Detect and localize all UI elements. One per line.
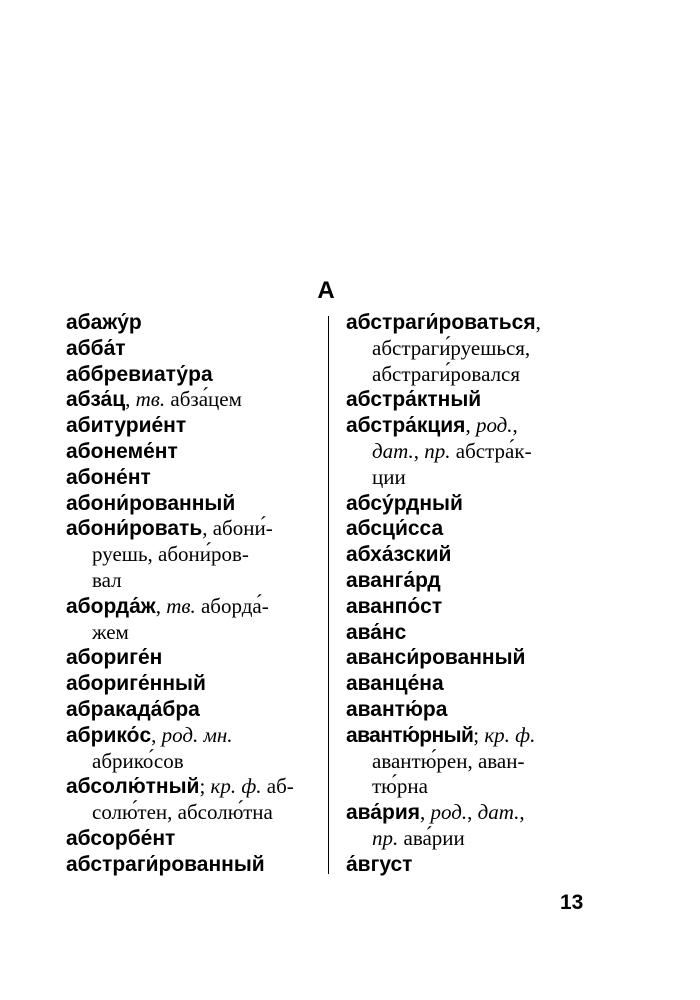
form-text: , абони́-: [202, 516, 273, 541]
headword: абсци́сса: [346, 517, 444, 541]
dictionary-entry: [346, 671, 598, 697]
headword: аванце́на: [346, 672, 444, 696]
page-number: 13: [560, 891, 584, 914]
dictionary-entry: [346, 310, 598, 387]
dictionary-entry: [66, 336, 316, 362]
headword: а́вгуст: [346, 852, 413, 876]
form-text: тю́рна: [372, 774, 428, 799]
headword: абони́ровать: [66, 517, 203, 541]
form-text: ,: [535, 310, 541, 334]
form-text: ,: [413, 438, 425, 463]
dictionary-entry: [346, 516, 598, 542]
form-text: ,: [467, 800, 478, 825]
dictionary-entry: [66, 362, 316, 388]
headword: абстра́ктный: [346, 388, 482, 412]
dictionary-entry: [66, 774, 316, 826]
dictionary-entry: [66, 594, 316, 646]
grammar-label: род.: [430, 800, 468, 825]
dictionary-entry: [66, 413, 316, 439]
form-text: абза́цем: [165, 387, 242, 412]
dictionary-entry: [346, 568, 598, 594]
dictionary-entry: [66, 491, 316, 517]
form-text: аборда́-: [195, 593, 269, 618]
grammar-label: тв.: [166, 593, 196, 618]
dictionary-entry: [66, 387, 316, 413]
punctuation: ;: [199, 774, 211, 799]
form-text: абрико́сов: [92, 748, 184, 773]
dictionary-entry: [66, 671, 316, 697]
dictionary-entry: [346, 542, 598, 568]
headword: ава́нс: [346, 620, 407, 644]
section-letter: А: [317, 277, 335, 304]
headword: абрико́с: [66, 723, 152, 747]
form-text: ,: [519, 800, 525, 825]
headword: абстраги́рованный: [66, 852, 265, 876]
headword: абитурие́нт: [66, 414, 187, 438]
headword: абракада́бра: [66, 697, 200, 721]
headword: авантю́ра: [346, 697, 448, 721]
dictionary-entry: [66, 826, 316, 852]
headword: абсолю́тный: [66, 775, 200, 799]
headword: авантю́рный: [346, 723, 474, 747]
headword: аборда́ж: [66, 594, 156, 618]
grammar-label: дат.: [372, 438, 414, 463]
column-divider: [328, 316, 329, 874]
punctuation: ,: [151, 722, 162, 747]
form-text: солю́тен, абсолю́тна: [92, 800, 273, 825]
grammar-label: дат.: [477, 800, 520, 825]
headword: абза́ц: [66, 388, 126, 412]
headword: абажу́р: [66, 311, 142, 334]
form-text: ава́рии: [398, 825, 465, 850]
grammar-label: пр.: [424, 438, 451, 463]
form-text: ,: [512, 413, 518, 438]
punctuation: ,: [125, 387, 136, 412]
punctuation: ,: [465, 413, 476, 438]
headword: абба́т: [66, 336, 126, 360]
headword: абориге́н: [66, 646, 163, 670]
headword: ава́рия: [346, 801, 420, 825]
dictionary-entry: [346, 387, 598, 413]
grammar-label: кр. ф.: [210, 774, 262, 799]
punctuation: ,: [419, 800, 431, 825]
grammar-label: тв.: [135, 387, 166, 412]
headword: абориге́нный: [66, 672, 206, 696]
dictionary-entry: [66, 465, 316, 491]
form-text: ции: [372, 464, 406, 489]
form-text: аб-: [261, 774, 294, 799]
headword: абсорбе́нт: [66, 826, 176, 850]
form-text: абстраги́руешься,: [372, 335, 531, 360]
form-text: абстра́к-: [450, 438, 532, 463]
dictionary-entry: [346, 852, 598, 878]
dictionary-entry: [66, 852, 316, 878]
grammar-label: род.: [475, 413, 513, 438]
dictionary-entry: [346, 491, 598, 517]
left-column: [66, 310, 316, 878]
headword: аванси́рованный: [346, 646, 526, 670]
form-text: руешь, абони́ров-: [92, 542, 249, 567]
headword: абоне́нт: [66, 465, 151, 489]
dictionary-entry: [346, 645, 598, 671]
right-column: [346, 310, 598, 878]
headword: абсу́рдный: [346, 491, 463, 515]
dictionary-entry: [346, 594, 598, 620]
grammar-label: кр. ф.: [484, 722, 536, 747]
grammar-label: пр.: [372, 825, 399, 850]
dictionary-entry: [66, 310, 316, 336]
dictionary-entry: [346, 723, 598, 800]
headword: абстра́кция: [346, 414, 466, 438]
dictionary-entry: [66, 439, 316, 465]
punctuation: ,: [155, 593, 167, 618]
form-text: вал: [92, 567, 122, 592]
dictionary-entry: [346, 413, 598, 490]
form-text: абстраги́ровался: [372, 361, 521, 386]
headword: аванпо́ст: [346, 594, 443, 618]
headword: абстраги́роваться: [346, 311, 536, 334]
grammar-label: род. мн.: [161, 722, 233, 747]
dictionary-entry: [66, 723, 316, 775]
headword: аванга́рд: [346, 568, 441, 592]
headword: абонеме́нт: [66, 439, 178, 463]
headword: абони́рованный: [66, 491, 236, 515]
dictionary-entry: [66, 516, 316, 593]
punctuation: ;: [473, 722, 485, 747]
dictionary-entry: [66, 645, 316, 671]
headword: аббревиату́ра: [66, 362, 213, 386]
form-text: жем: [92, 619, 129, 644]
form-text: авантю́рен, аван-: [372, 748, 525, 773]
dictionary-entry: [66, 697, 316, 723]
dictionary-entry: [346, 800, 598, 852]
dictionary-entry: [346, 697, 598, 723]
dictionary-entry: [346, 620, 598, 646]
headword: абха́зский: [346, 543, 452, 567]
